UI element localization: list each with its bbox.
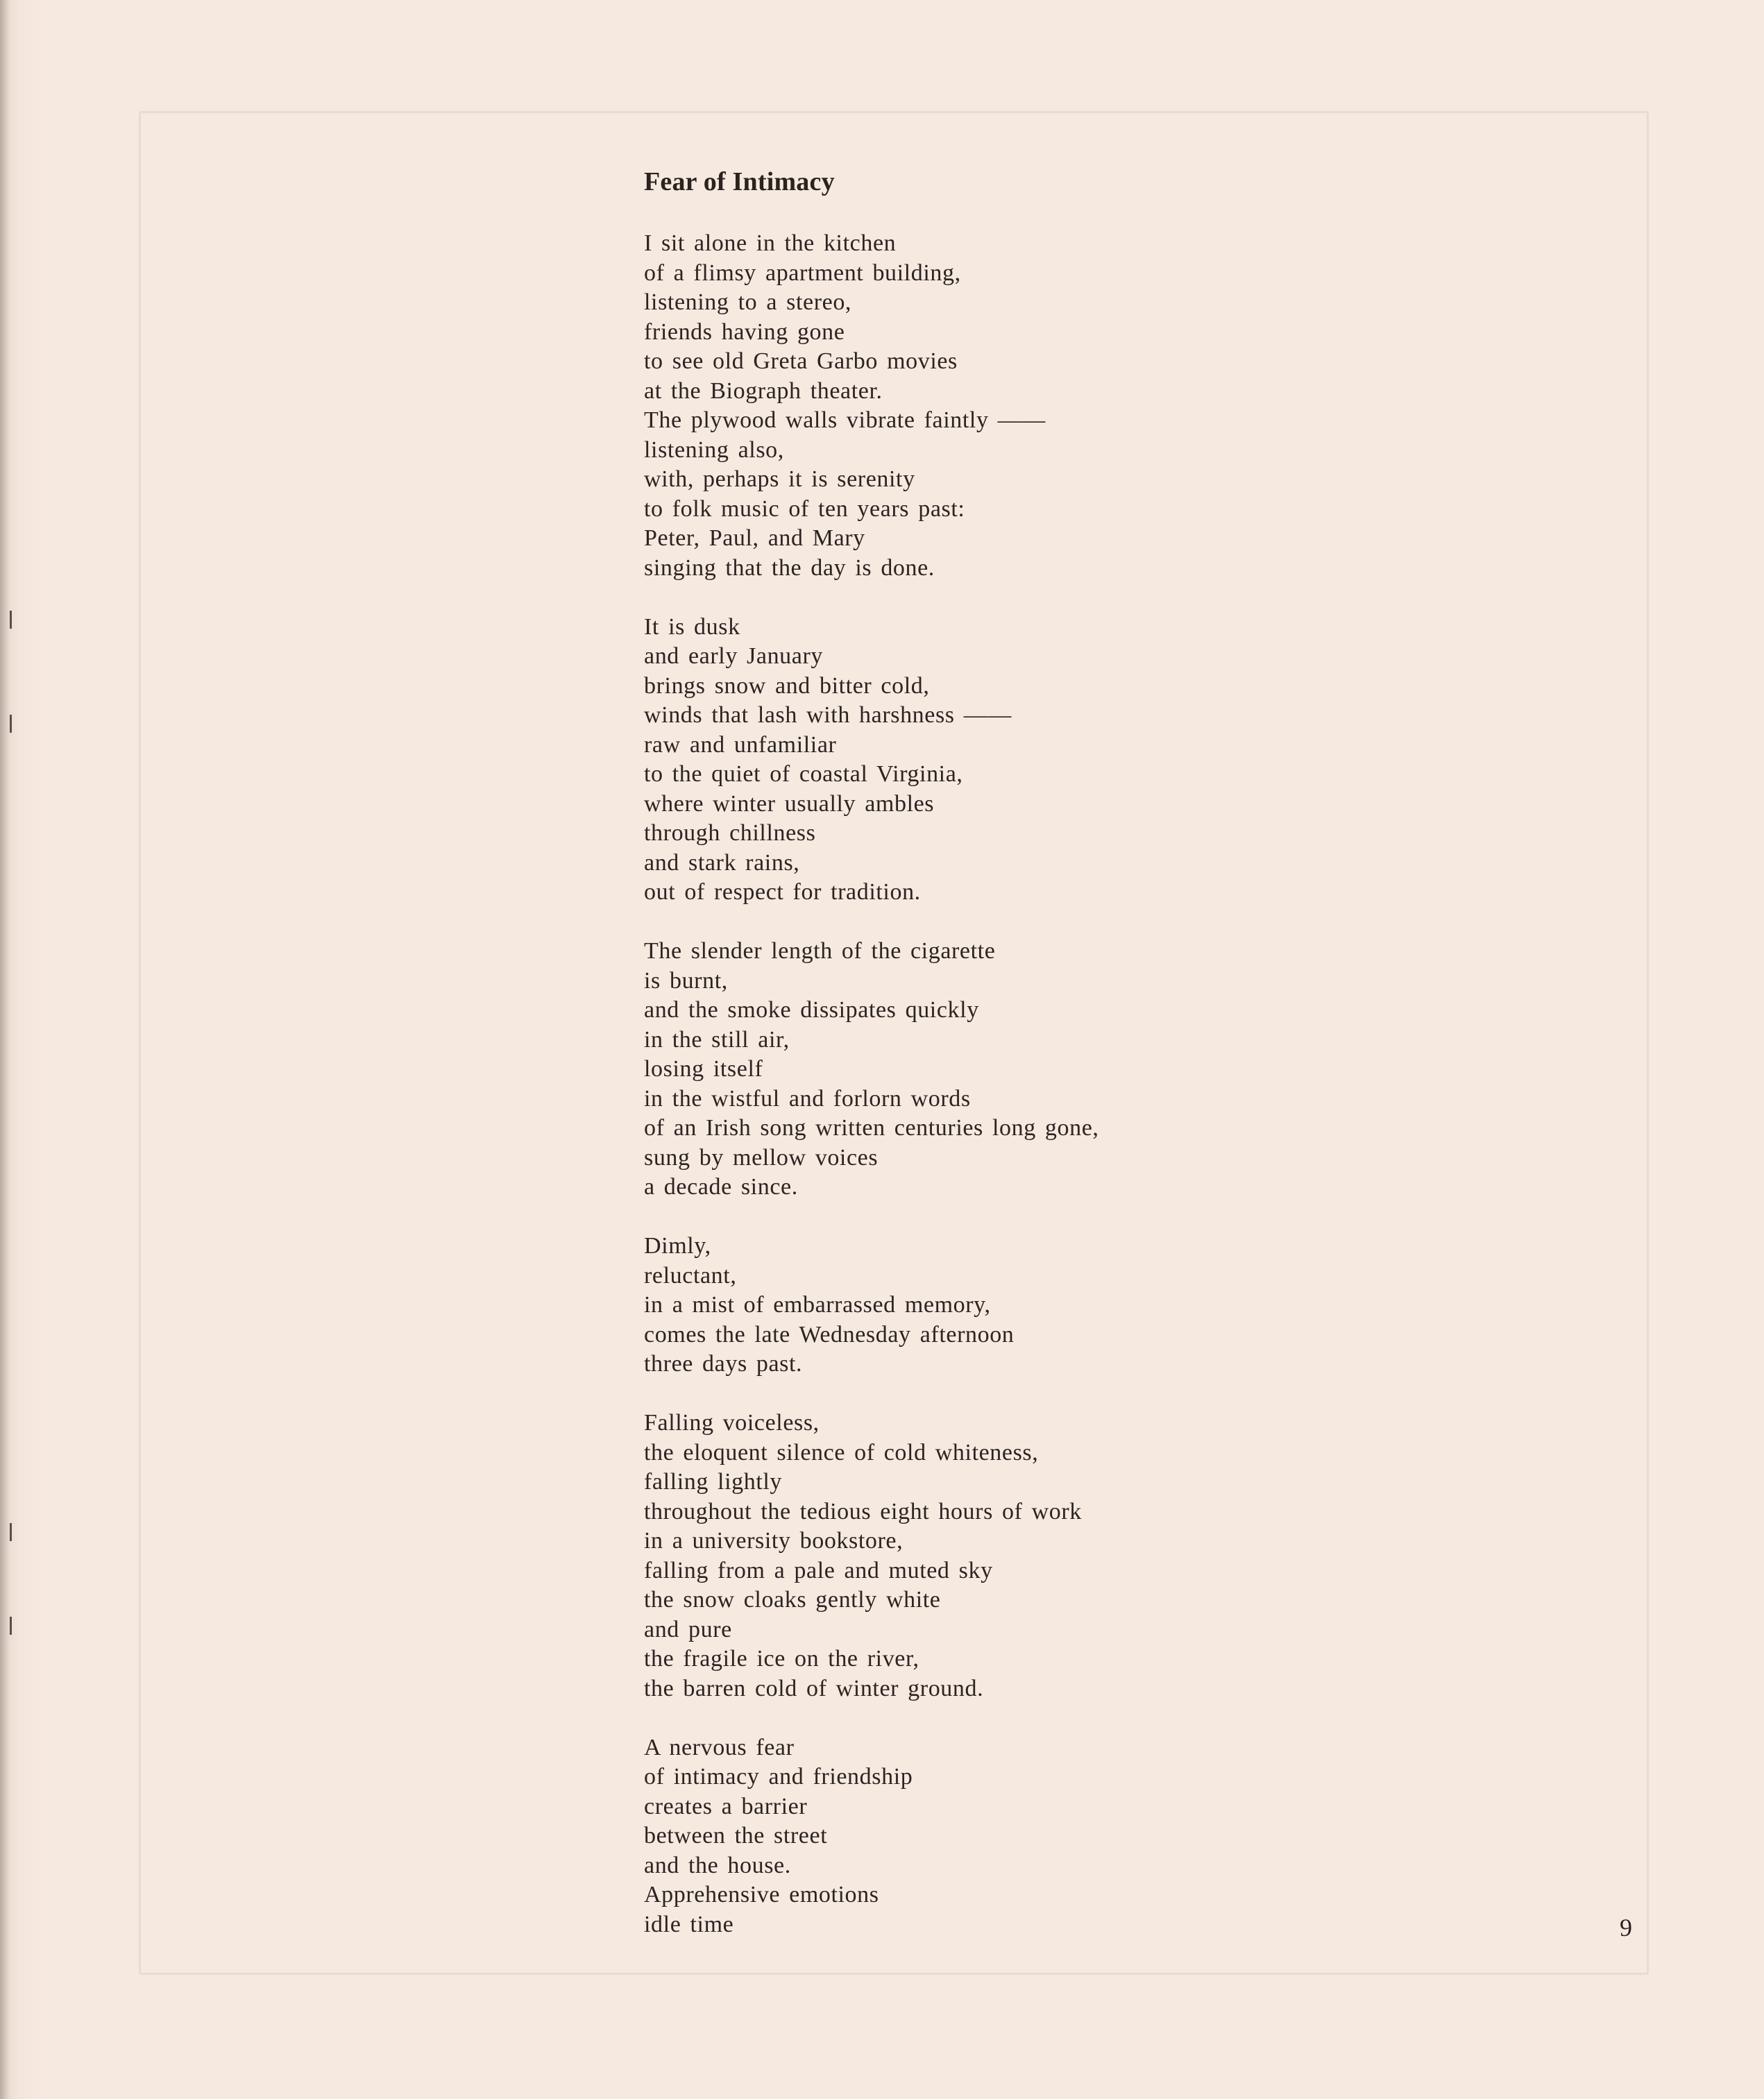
poem-line: idle time <box>644 1911 734 1937</box>
poem-line: in the wistful and forlorn words <box>644 1085 971 1112</box>
poem-line: Peter, Paul, and Mary <box>644 525 865 551</box>
poem-line: three days past. <box>644 1351 803 1377</box>
poem-line: to folk music of ten years past: <box>644 495 965 522</box>
poem-line: and stark rains, <box>644 849 800 876</box>
page-number: 9 <box>1620 1914 1632 1941</box>
poem <box>644 165 1560 1969</box>
poem-line: between the street <box>644 1823 828 1849</box>
poem-line: the barren cold of winter ground. <box>644 1675 984 1701</box>
poem-line: the snow cloaks gently white <box>644 1587 941 1613</box>
poem-body <box>644 229 1560 1939</box>
poem-line: through chillness <box>644 820 816 846</box>
poem-line: is burnt, <box>644 967 728 994</box>
poem-line: I sit alone in the kitchen <box>644 230 897 256</box>
poem-line: in a university bookstore, <box>644 1528 904 1554</box>
poem-line: in a mist of embarrassed memory, <box>644 1292 991 1318</box>
poem-stanza <box>644 613 1560 908</box>
poem-line: of an Irish song written centuries long gone, <box>644 1115 1099 1141</box>
poem-stanza <box>644 229 1560 583</box>
poem-line: and early January <box>644 643 823 669</box>
poem-line: Apprehensive emotions <box>644 1882 879 1907</box>
poem-line: in the still air, <box>644 1026 790 1053</box>
poem-line: Falling voiceless, <box>644 1410 820 1436</box>
poem-line: to the quiet of coastal Virginia, <box>644 761 963 787</box>
poem-line: Dimly, <box>644 1233 711 1259</box>
poem-line: of intimacy and friendship <box>644 1764 913 1790</box>
poem-stanza <box>644 937 1560 1203</box>
poem-line: throughout the tedious eight hours of work <box>644 1498 1082 1524</box>
poem-stanza <box>644 1733 1560 1940</box>
poem-line: sung by mellow voices <box>644 1144 879 1171</box>
poem-line: comes the late Wednesday afternoon <box>644 1321 1015 1348</box>
poem-title: Fear of Intimacy <box>644 167 835 196</box>
poem-line: of a flimsy apartment building, <box>644 260 961 286</box>
poem-stanza <box>644 1409 1560 1703</box>
binding-mark <box>10 611 12 629</box>
poem-line: and the smoke dissipates quickly <box>644 997 979 1023</box>
poem-line: and pure <box>644 1616 732 1642</box>
poem-line: The plywood walls vibrate faintly —— <box>644 407 1046 433</box>
poem-line: a decade since. <box>644 1174 798 1200</box>
poem-line: where winter usually ambles <box>644 790 935 817</box>
poem-stanza <box>644 1232 1560 1379</box>
poem-line: The slender length of the cigarette <box>644 938 996 964</box>
poem-line: brings snow and bitter cold, <box>644 672 930 699</box>
poem-line: falling from a pale and muted sky <box>644 1557 993 1583</box>
poem-line: raw and unfamiliar <box>644 731 837 758</box>
poem-line: A nervous fear <box>644 1734 795 1760</box>
poem-line: with, perhaps it is serenity <box>644 466 915 492</box>
binding-mark <box>10 715 12 733</box>
poem-line: winds that lash with harshness —— <box>644 702 1012 728</box>
poem-line: the eloquent silence of cold whiteness, <box>644 1439 1039 1465</box>
binding-mark <box>10 1523 12 1541</box>
poem-line: listening also, <box>644 436 784 463</box>
poem-line: creates a barrier <box>644 1793 808 1819</box>
poem-line: listening to a stereo, <box>644 289 852 315</box>
poem-line: out of respect for tradition. <box>644 879 921 905</box>
poem-line: the fragile ice on the river, <box>644 1646 919 1672</box>
poem-line: to see old Greta Garbo movies <box>644 348 958 374</box>
poem-line: reluctant, <box>644 1262 737 1289</box>
poem-line: friends having gone <box>644 318 845 345</box>
poem-line: falling lightly <box>644 1469 783 1495</box>
binding-mark <box>10 1617 12 1635</box>
poem-line: singing that the day is done. <box>644 554 935 581</box>
poem-line: and the house. <box>644 1852 791 1878</box>
poem-line: losing itself <box>644 1056 763 1082</box>
poem-line: It is dusk <box>644 613 740 640</box>
page-binding-edge <box>0 0 10 2099</box>
poem-line: at the Biograph theater. <box>644 377 883 404</box>
